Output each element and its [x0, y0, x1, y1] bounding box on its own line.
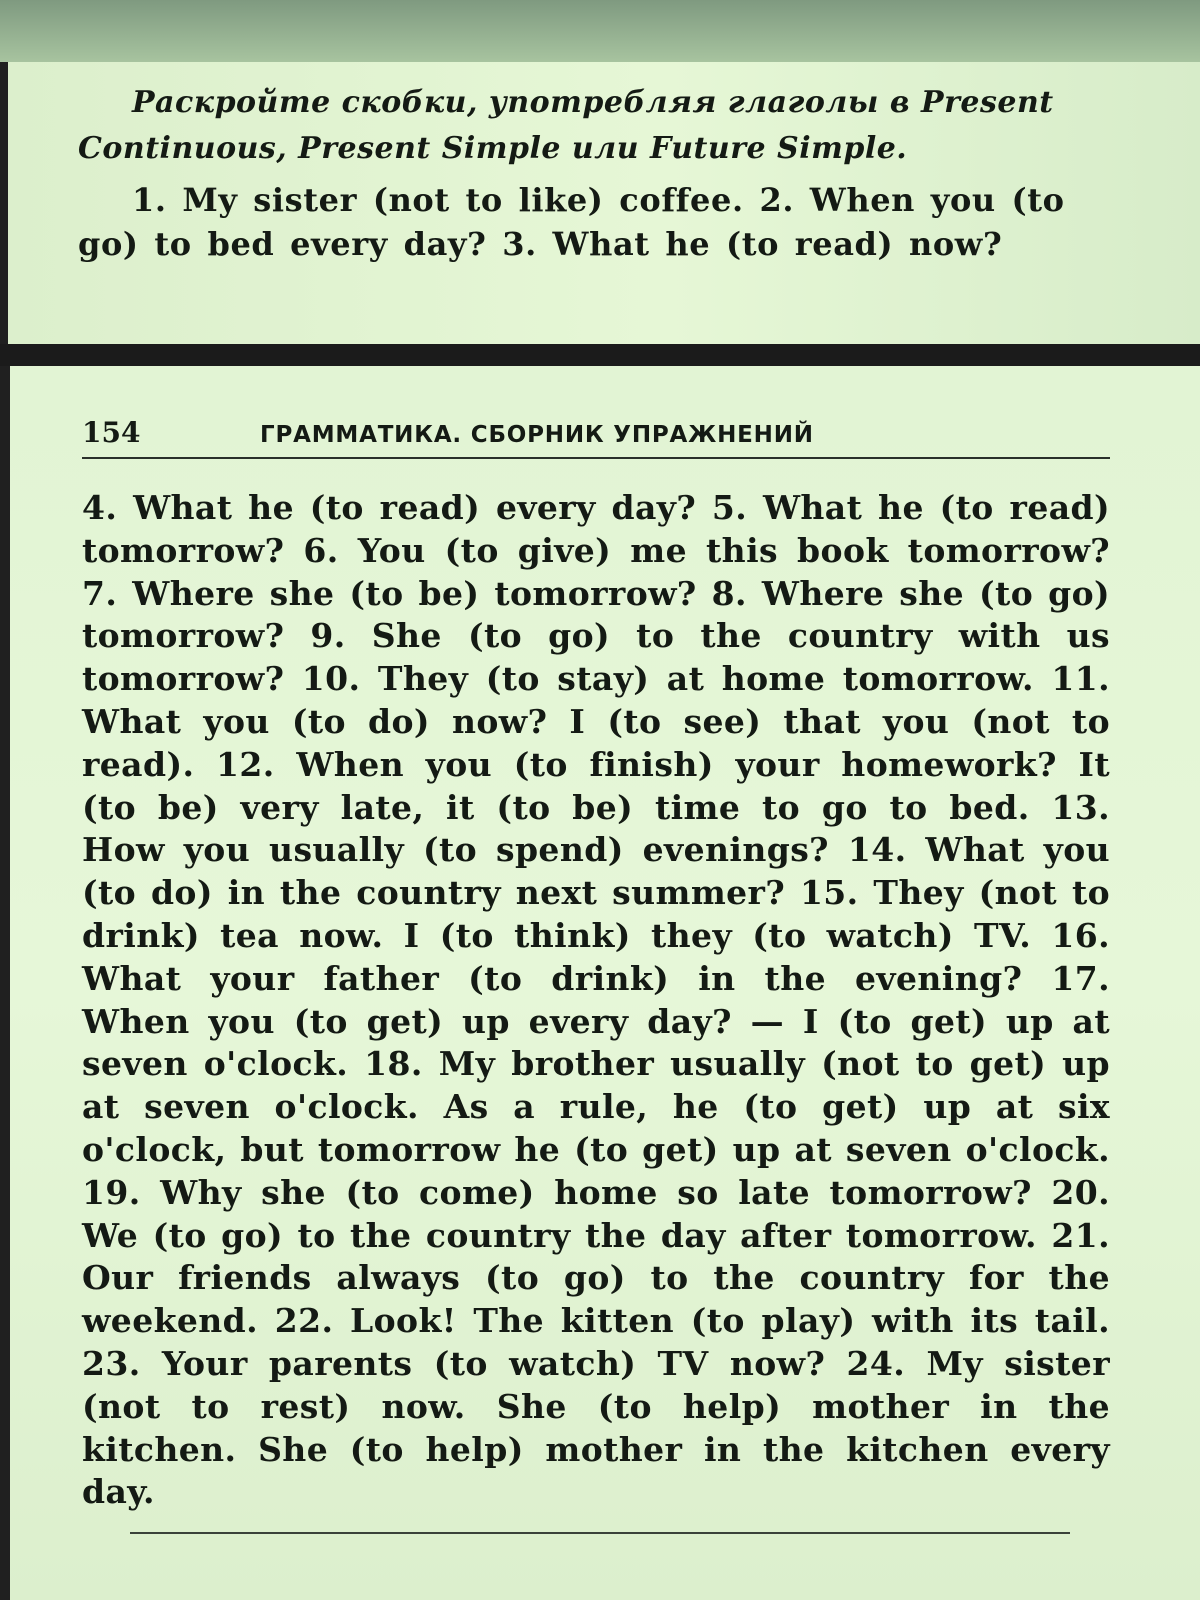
page-number: 154 [82, 416, 141, 449]
exercise-text: 4. What he (to read) every day? 5. What he (to read) tomorrow? 6. You (to give) me this book tomorrow? 7. Where she (to be) tomorrow? 8. Where she (to go) tomorrow? 9. She (to go) to the country with us tomorrow? 10. They (to stay) at home tomorrow. 11. What you (to do) now? I (to see) that you (not to read). 12. When you (to finish) your homework? It (to be) very late, it (to be) time to go to bed. 13. How you usually (to spend) evenings? 14. What you (to do) in the country next summer? 15. They (not to drink) tea now. I (to think) they (to watch) TV. 16. What your father (to drink) in the evening? 17. When you (to get) up every day? — I (to get) up at seven o'clock. 18. My brother usually (not to get) up at seven o'clock. As a rule, he (to get) up at six o'clock, but tomorrow he (to get) up at seven o'clock. 19. Why she (to come) home so late tomorrow? 20. We (to go) to the country the day after tomorrow. 21. Our friends always (to go) to the country for the weekend. 22. Look! The kitten (to play) with its tail. 23. Your parents (to watch) TV now? 24. My sister (not to rest) now. She (to help) mother in the kitchen. She (to help) mother in the kitchen every day. [82, 488, 1110, 1512]
exercise-intro-text: 1. My sister (not to like) coffee. 2. When you (to go) to bed every day? 3. What he (to read) now? [78, 181, 1065, 263]
bottom-rule [130, 1532, 1070, 1534]
book-page [10, 366, 1200, 1600]
exercise-instruction: Раскройте скобки, употребляя глаголы в Present Continuous, Present Simple или Future Simple. [78, 85, 1054, 166]
book-title: ГРАММАТИКА. СБОРНИК УПРАЖНЕНИЙ [260, 422, 814, 448]
running-head [82, 416, 1110, 459]
top-page-fragment [8, 62, 1200, 344]
page-divider [0, 344, 1200, 366]
monitor-top-edge [0, 0, 1200, 62]
